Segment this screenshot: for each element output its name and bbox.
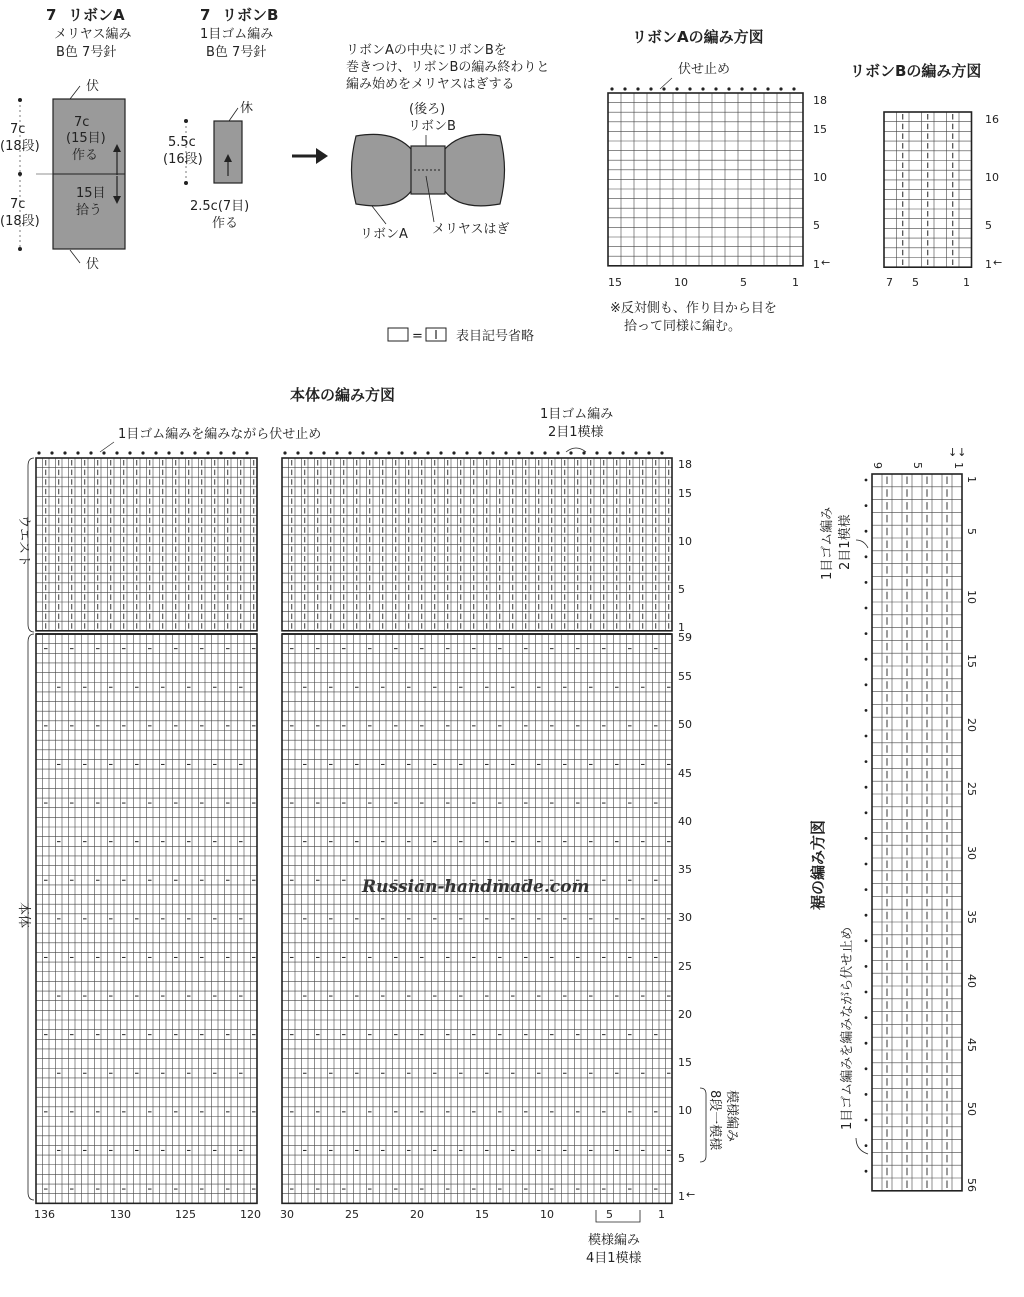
body-row-10: 10 bbox=[678, 1104, 692, 1117]
hem-bind-off-dot bbox=[865, 786, 868, 789]
body-chart bbox=[16, 386, 740, 1266]
chart-a-note-1: ※反対側も、作り目から目を bbox=[610, 301, 777, 316]
hem-rib-label-1: 1目ゴム編み bbox=[820, 506, 835, 580]
ribbon-b-heading: リボンB bbox=[222, 6, 279, 24]
symbol-legend bbox=[388, 328, 534, 344]
hem-bind-off-dot bbox=[865, 607, 868, 610]
ribbon-a-cast-on-width: 7c bbox=[74, 115, 90, 130]
body-side-label-1: 8段一模様 bbox=[707, 1090, 722, 1151]
section-body: 本体 bbox=[16, 902, 31, 929]
body-col-25: 25 bbox=[345, 1208, 359, 1221]
chart-a-bind-off-dot bbox=[727, 87, 730, 90]
body-bind-off-dot bbox=[452, 451, 455, 454]
hem-bind-off-dot bbox=[865, 888, 868, 891]
body-bind-off-dot bbox=[621, 451, 624, 454]
chart-a-row-10: 10 bbox=[813, 171, 827, 184]
hem-bind-off-dot bbox=[865, 1119, 868, 1122]
body-bind-off-dot bbox=[413, 451, 416, 454]
hem-bind-off-dot bbox=[865, 555, 868, 558]
body-start-mark: ← bbox=[686, 1188, 696, 1201]
body-bind-off-dot bbox=[556, 451, 559, 454]
section-waist: ウエスト bbox=[16, 515, 31, 568]
hem-bind-off-dot bbox=[865, 709, 868, 712]
ribbon-a-rows-upper: (18段) bbox=[0, 139, 40, 154]
ribbon-b-yarn-needle: B色 7号針 bbox=[206, 45, 267, 60]
hem-grid bbox=[865, 474, 962, 1191]
body-row-55: 55 bbox=[678, 670, 692, 683]
chart-a-col-5: 5 bbox=[740, 276, 747, 289]
body-bind-off-dot bbox=[634, 451, 637, 454]
body-bind-off-dot bbox=[608, 451, 611, 454]
body-bind-off-dot bbox=[206, 451, 209, 454]
body-bind-off-dot bbox=[439, 451, 442, 454]
body-bind-off-dot bbox=[517, 451, 520, 454]
body-row-25: 25 bbox=[678, 960, 692, 973]
chart-a-bind-off-dot bbox=[623, 87, 626, 90]
body-col-136: 136 bbox=[34, 1208, 55, 1221]
body-bind-off-dot bbox=[582, 451, 585, 454]
body-bind-off-dot bbox=[296, 451, 299, 454]
hem-row-20: 20 bbox=[965, 718, 978, 732]
body-col-30: 30 bbox=[280, 1208, 294, 1221]
arrow-right-icon bbox=[292, 148, 328, 164]
chart-a-bind-off-dot bbox=[662, 87, 665, 90]
hem-bind-off-dot bbox=[865, 1170, 868, 1173]
body-col-20: 20 bbox=[410, 1208, 424, 1221]
body-bind-off-dot bbox=[374, 451, 377, 454]
chart-b-col-7: 7 bbox=[886, 276, 893, 289]
hem-bind-off-dot bbox=[865, 581, 868, 584]
hem-row-10: 10 bbox=[965, 590, 978, 604]
hem-bind-off-dot bbox=[865, 1067, 868, 1070]
hem-start-mark: ↓↓ bbox=[948, 446, 967, 459]
hem-bind-off-dot bbox=[865, 914, 868, 917]
body-row-45: 45 bbox=[678, 767, 692, 780]
assembly-note-2: 巻きつけ、リボンBの編み終わりと bbox=[346, 60, 550, 75]
hem-bind-off-dot bbox=[865, 683, 868, 686]
chart-b-row-10: 10 bbox=[985, 171, 999, 184]
body-bind-off-dot bbox=[167, 451, 170, 454]
ribbon-a-schematic bbox=[0, 6, 131, 272]
hem-bind-off-dot bbox=[865, 530, 868, 533]
chart-a-bind-off-dot bbox=[688, 87, 691, 90]
chart-a-row-1: 1 bbox=[813, 258, 820, 271]
hem-bind-off-dot bbox=[865, 811, 868, 814]
legend-text: 表目記号省略 bbox=[456, 329, 535, 344]
pattern-repeat-2: 4目1模様 bbox=[586, 1251, 642, 1266]
body-bind-off-dot bbox=[50, 451, 53, 454]
chart-a-col-1: 1 bbox=[792, 276, 799, 289]
body-row-35: 35 bbox=[678, 863, 692, 876]
hem-row-5: 5 bbox=[965, 528, 978, 535]
waist-row-10: 10 bbox=[678, 535, 692, 548]
body-bind-off-dot bbox=[569, 451, 572, 454]
waist-row-15: 15 bbox=[678, 487, 692, 500]
hem-row-25: 25 bbox=[965, 782, 978, 796]
body-row-59: 59 bbox=[678, 631, 692, 644]
body-bind-off-dot bbox=[193, 451, 196, 454]
ribbon-b-chart bbox=[850, 62, 1002, 289]
ribbon-a-rows-lower: (18段) bbox=[0, 214, 40, 229]
body-chart-title: 本体の編み方図 bbox=[290, 386, 396, 404]
body-col-15: 15 bbox=[475, 1208, 489, 1221]
ribbon-b-heading-num: 7 bbox=[200, 6, 211, 24]
chart-a-bind-off-dot bbox=[740, 87, 743, 90]
body-row-50: 50 bbox=[678, 718, 692, 731]
body-bind-off-dot bbox=[283, 451, 286, 454]
hem-row-45: 45 bbox=[965, 1038, 978, 1052]
body-bind-off-dot bbox=[115, 451, 118, 454]
chart-a-bind-off-dot bbox=[779, 87, 782, 90]
assembly-back-label: (後ろ) bbox=[409, 102, 446, 117]
body-grid bbox=[36, 451, 672, 1203]
body-bind-off-dot bbox=[543, 451, 546, 454]
hem-row-56: 56 bbox=[965, 1178, 978, 1192]
hem-col-9: 9 bbox=[871, 462, 884, 469]
assembly-note-3: 編み始めをメリヤスはぎする bbox=[346, 77, 515, 92]
chart-a-col-15: 15 bbox=[608, 276, 622, 289]
hem-bind-off-dot bbox=[865, 735, 868, 738]
body-bind-off-dot bbox=[426, 451, 429, 454]
hem-bind-off-dot bbox=[865, 658, 868, 661]
ribbon-a-cast-on: 作る bbox=[72, 148, 99, 163]
body-bind-off-dot bbox=[63, 451, 66, 454]
body-rib-label-1: 1目ゴム編み bbox=[540, 407, 614, 422]
hem-col-1: 1 bbox=[952, 462, 965, 469]
body-row-40: 40 bbox=[678, 815, 692, 828]
hem-bind-off-dot bbox=[865, 1144, 868, 1147]
waist-row-18: 18 bbox=[678, 458, 692, 471]
chart-a-bind-off-dot bbox=[636, 87, 639, 90]
ribbon-b-height: 5.5c bbox=[168, 135, 196, 150]
body-bind-off-dot bbox=[530, 451, 533, 454]
body-col-120: 120 bbox=[240, 1208, 261, 1221]
body-bind-off-dot bbox=[309, 451, 312, 454]
chart-a-bind-off-dot bbox=[792, 87, 795, 90]
ribbon-b-width: 2.5c(7目) bbox=[190, 199, 250, 214]
body-col-1: 1 bbox=[658, 1208, 665, 1221]
chart-b-grid bbox=[884, 112, 972, 267]
body-bind-off-dot bbox=[491, 451, 494, 454]
chart-a-title: リボンAの編み方図 bbox=[632, 28, 764, 46]
hem-row-30: 30 bbox=[965, 846, 978, 860]
body-bind-off-dot bbox=[102, 451, 105, 454]
assembly-ribbon-a-label: リボンA bbox=[360, 227, 408, 242]
body-bind-off-dot bbox=[647, 451, 650, 454]
hem-row-35: 35 bbox=[965, 910, 978, 924]
body-row-30: 30 bbox=[678, 911, 692, 924]
body-row-1: 1 bbox=[678, 1190, 685, 1203]
hem-bind-off-dot bbox=[865, 760, 868, 763]
body-bind-off-dot bbox=[141, 451, 144, 454]
chart-b-col-5: 5 bbox=[912, 276, 919, 289]
waist-row-5: 5 bbox=[678, 583, 685, 596]
ribbon-a-cast-on-sts: (15目) bbox=[66, 131, 106, 146]
ribbon-a-yarn-needle: B色 7号針 bbox=[56, 45, 117, 60]
chart-a-row-18: 18 bbox=[813, 94, 827, 107]
body-side-label-2: 模様編み bbox=[724, 1090, 739, 1143]
body-row-5: 5 bbox=[678, 1152, 685, 1165]
pattern-repeat-1: 模様編み bbox=[588, 1233, 641, 1248]
ribbon-a-method: メリヤス編み bbox=[54, 27, 132, 42]
chart-a-col-10: 10 bbox=[674, 276, 688, 289]
chart-b-col-1: 1 bbox=[963, 276, 970, 289]
body-bind-off-dot bbox=[76, 451, 79, 454]
ribbon-a-pickup: 拾う bbox=[76, 203, 103, 218]
hem-bind-off-dot bbox=[865, 1016, 868, 1019]
ribbon-b-rows: (16段) bbox=[163, 152, 203, 167]
body-rib-label-2: 2目1模様 bbox=[548, 425, 604, 440]
body-bind-off-dot bbox=[180, 451, 183, 454]
chart-a-bind-off-dot bbox=[714, 87, 717, 90]
bow-right-loop bbox=[444, 134, 505, 205]
body-bind-off-dot bbox=[219, 451, 222, 454]
ribbon-a-height-lower: 7c bbox=[10, 197, 26, 212]
chart-a-row-15: 15 bbox=[813, 123, 827, 136]
body-bind-off-dot bbox=[37, 451, 40, 454]
body-col-125: 125 bbox=[175, 1208, 196, 1221]
chart-a-bind-off-dot bbox=[766, 87, 769, 90]
legend-equals: = bbox=[412, 329, 423, 344]
hem-bind-off-dot bbox=[865, 965, 868, 968]
hem-bind-off-dot bbox=[865, 939, 868, 942]
chart-a-bind-off-dot bbox=[675, 87, 678, 90]
watermark: Russian-handmade.com bbox=[362, 877, 590, 897]
hem-row-50: 50 bbox=[965, 1102, 978, 1116]
chart-b-row-5: 5 bbox=[985, 219, 992, 232]
assembly-join-label: メリヤスはぎ bbox=[432, 222, 510, 237]
body-bind-off-dot bbox=[465, 451, 468, 454]
body-bind-off-dot bbox=[400, 451, 403, 454]
body-row-15: 15 bbox=[678, 1056, 692, 1069]
body-bind-off-dot bbox=[89, 451, 92, 454]
body-bind-off-dot bbox=[595, 451, 598, 454]
ribbon-a-bottom-label: 伏 bbox=[86, 257, 100, 272]
bow-left-loop bbox=[352, 134, 413, 205]
body-bind-off-dot bbox=[387, 451, 390, 454]
hem-bind-off-dot bbox=[865, 991, 868, 994]
chart-a-grid bbox=[608, 87, 803, 265]
chart-a-top-label: 伏せ止め bbox=[678, 62, 731, 77]
hem-col-5: 5 bbox=[911, 462, 924, 469]
hem-rib-label-2: 2目1模様 bbox=[838, 514, 853, 570]
body-bind-off-dot bbox=[335, 451, 338, 454]
body-col-130: 130 bbox=[110, 1208, 131, 1221]
ribbon-b-schematic bbox=[163, 6, 278, 231]
body-col-10: 10 bbox=[540, 1208, 554, 1221]
chart-b-row-1: 1 bbox=[985, 258, 992, 271]
ribbon-b-top-label: 休 bbox=[240, 101, 254, 116]
waist-row-1: 1 bbox=[678, 621, 685, 634]
chart-a-bind-off-dot bbox=[753, 87, 756, 90]
assembly-ribbon-b-label: リボンB bbox=[408, 119, 456, 134]
ribbon-a-chart bbox=[608, 28, 830, 334]
hem-bind-off-dot bbox=[865, 1093, 868, 1096]
hem-row-1: 1 bbox=[965, 476, 978, 483]
ribbon-a-heading-num: 7 bbox=[46, 6, 57, 24]
body-bind-off-dot bbox=[128, 451, 131, 454]
body-top-label: 1目ゴム編みを編みながら伏せ止め bbox=[118, 427, 322, 442]
chart-a-bind-off-dot bbox=[701, 87, 704, 90]
chart-a-note-2: 拾って同様に編む。 bbox=[624, 319, 742, 334]
body-bind-off-dot bbox=[348, 451, 351, 454]
hem-chart-title: 裾の編み方図 bbox=[809, 819, 827, 910]
body-bind-off-dot bbox=[245, 451, 248, 454]
hem-bind-off-dot bbox=[865, 837, 868, 840]
chart-b-row-16: 16 bbox=[985, 113, 999, 126]
hem-bind-off-dot bbox=[865, 632, 868, 635]
hem-row-15: 15 bbox=[965, 654, 978, 668]
chart-b-title: リボンBの編み方図 bbox=[850, 62, 982, 80]
hem-bind-off-dot bbox=[865, 504, 868, 507]
body-col-5: 5 bbox=[606, 1208, 613, 1221]
hem-chart bbox=[809, 446, 978, 1192]
ribbon-b-cast-on: 作る bbox=[212, 216, 239, 231]
hem-bind-off-dot bbox=[865, 863, 868, 866]
body-bind-off-dot bbox=[232, 451, 235, 454]
assembly-note-1: リボンAの中央にリボンBを bbox=[346, 43, 507, 58]
hem-bind-off-dot bbox=[865, 479, 868, 482]
chart-a-bind-off-dot bbox=[649, 87, 652, 90]
chart-a-start-mark: ← bbox=[821, 256, 831, 269]
chart-a-row-5: 5 bbox=[813, 219, 820, 232]
ribbon-b-method: 1目ゴム編み bbox=[200, 27, 274, 42]
ribbon-a-pickup-sts: 15目 bbox=[76, 186, 106, 201]
body-bind-off-dot bbox=[322, 451, 325, 454]
body-row-20: 20 bbox=[678, 1008, 692, 1021]
hem-bind-off-dot bbox=[865, 1042, 868, 1045]
hem-bind-off: 1目ゴム編みを編みながら伏せ止め bbox=[840, 926, 855, 1130]
body-bind-off-dot bbox=[478, 451, 481, 454]
ribbon-a-heading: リボンA bbox=[68, 6, 125, 24]
empty-square-icon bbox=[388, 328, 408, 341]
chart-a-bind-off-dot bbox=[610, 87, 613, 90]
body-bind-off-dot bbox=[361, 451, 364, 454]
bow-assembly bbox=[346, 42, 549, 242]
body-bind-off-dot bbox=[660, 451, 663, 454]
ribbon-a-height-upper: 7c bbox=[10, 122, 26, 137]
ribbon-a-top-label: 伏 bbox=[86, 79, 100, 94]
body-bind-off-dot bbox=[504, 451, 507, 454]
body-bind-off-dot bbox=[154, 451, 157, 454]
hem-row-40: 40 bbox=[965, 974, 978, 988]
chart-b-start-mark: ← bbox=[993, 256, 1003, 269]
